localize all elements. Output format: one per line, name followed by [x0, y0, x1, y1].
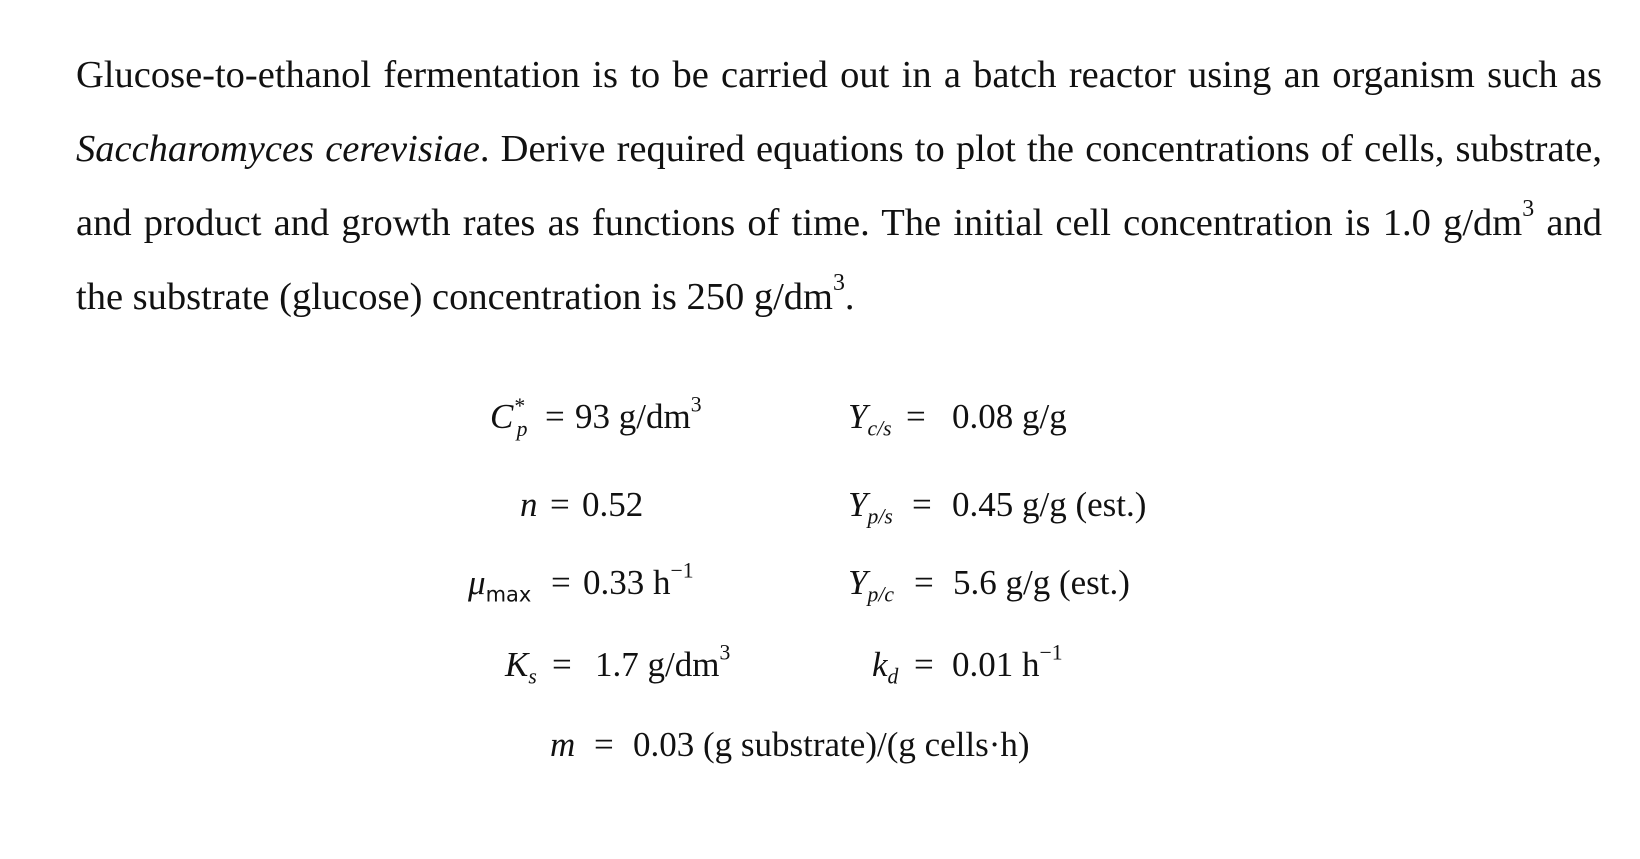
param-kd-equals: =	[914, 645, 934, 684]
param-yps-equals: =	[912, 485, 932, 524]
param-yps-value: 0.45 g/g (est.)	[952, 485, 1147, 524]
param-mumax-symbol: $\mu_{max}$	[468, 563, 532, 607]
param-n-equals: =	[550, 485, 570, 524]
param-ycs	[848, 397, 1148, 441]
param-ks-equals: =	[552, 645, 572, 684]
param-ycs-equals: =	[906, 397, 926, 436]
param-yps-symbol: $Y_{p/s}$	[848, 485, 893, 529]
param-ks-symbol: $K_s$	[505, 645, 537, 689]
param-yps	[848, 485, 1228, 529]
param-cp-value: 93 $g/dm^3$	[575, 392, 702, 436]
param-ypc	[848, 563, 1188, 607]
problem-text-2: . Derive required equations to plot the concentrations of cells, substrate, and product and growth rates as functions of time. The initial cell concentration is 1.0 g/dm	[76, 128, 1602, 244]
organism-name: Saccharomyces cerevisiae	[76, 128, 480, 170]
param-m-value: 0.03 (g substrate)/(g cells·h)	[633, 725, 1030, 764]
exponent-2: 3	[832, 269, 845, 296]
param-mumax	[468, 558, 728, 607]
param-n	[520, 485, 720, 529]
param-kd-symbol: $k_d$	[872, 645, 899, 689]
param-cp	[490, 392, 770, 441]
param-n-symbol: n	[520, 485, 538, 524]
param-ycs-value: 0.08 g/g	[952, 397, 1067, 436]
param-m	[550, 725, 1090, 769]
param-mumax-value: 0.33 $h^{-1}$	[583, 558, 694, 602]
param-kd	[872, 640, 1132, 689]
param-ypc-symbol: $Y_{p/c}$	[848, 563, 894, 607]
param-n-value: 0.52	[582, 485, 644, 524]
param-ks	[505, 640, 765, 689]
param-ypc-value: 5.6 g/g (est.)	[953, 563, 1130, 602]
problem-statement	[76, 38, 1602, 334]
param-m-symbol: m	[550, 725, 576, 764]
param-ks-value: 1.7 $g/dm^3$	[595, 640, 731, 684]
param-cp-equals: =	[545, 397, 565, 436]
param-kd-value: 0.01 $h^{-1}$	[952, 640, 1063, 684]
problem-text-3: and the substrate (glucose) concentration is 250 g/dm	[76, 202, 1602, 318]
param-ycs-symbol: $Y_{c/s}$	[848, 397, 892, 441]
problem-text-1: Glucose-to-ethanol fermentation is to be carried out in a batch reactor using an organism such as	[76, 54, 1602, 96]
exponent-1: 3	[1522, 195, 1535, 222]
param-mumax-equals: =	[551, 563, 571, 602]
param-ypc-equals: =	[914, 563, 934, 602]
param-cp-symbol: $C^*_p$	[490, 393, 528, 441]
problem-text-4: .	[844, 276, 855, 318]
param-m-equals: =	[594, 725, 614, 764]
